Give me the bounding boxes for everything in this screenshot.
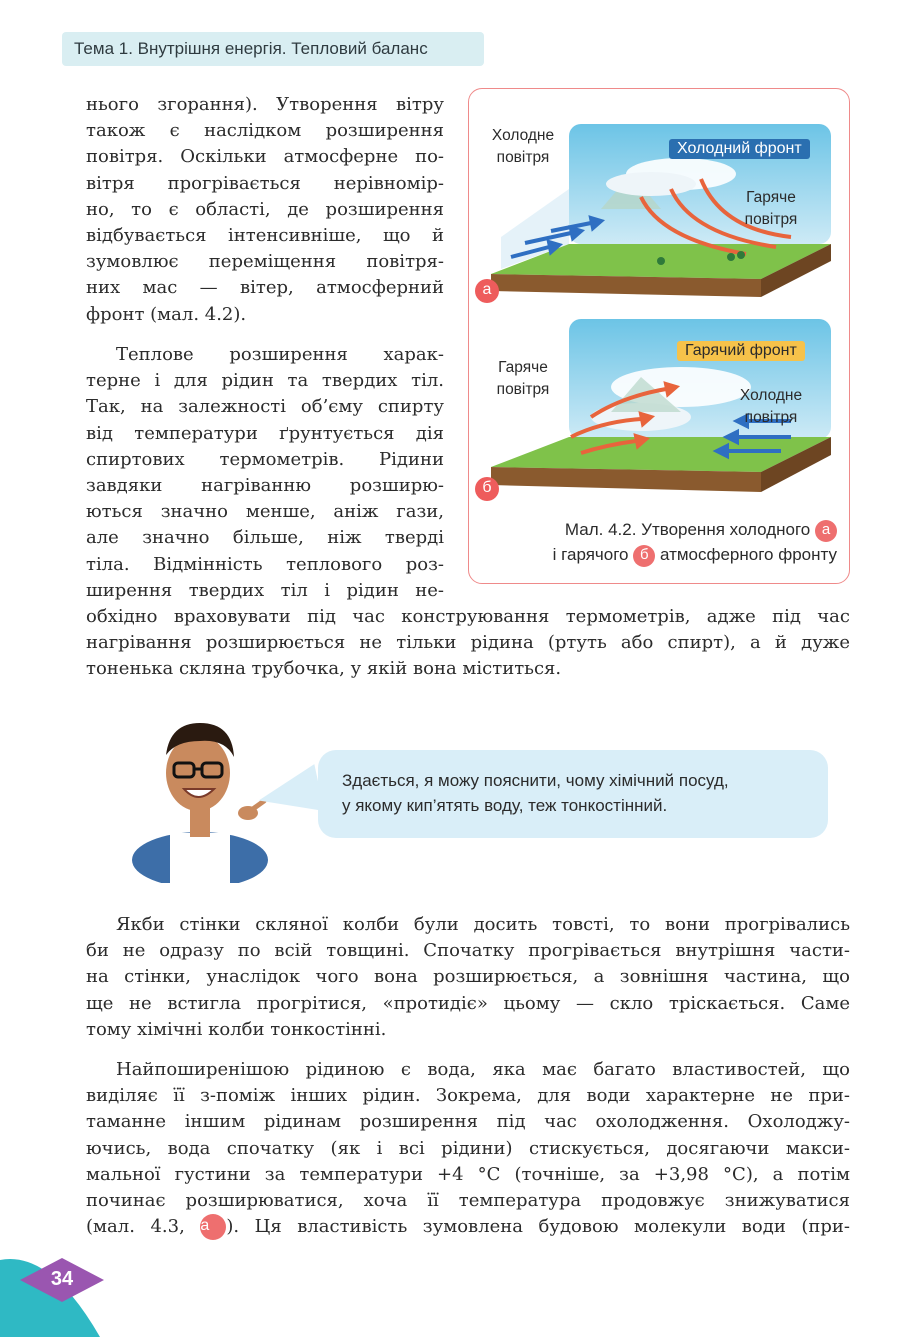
panel-b-badge: б [475, 477, 499, 501]
speech-line: у якому кип’ятять воду, теж тонкостінний. [342, 796, 668, 815]
text-line: мальної густини за температури +4 °С (точніше, за +3,98 °С), а потім [86, 1163, 850, 1185]
text-line: нього згорання). Утворення вітру [86, 94, 444, 115]
text-line: але значно більше, ніж тверді [86, 527, 444, 549]
panel-a-right-label [731, 187, 811, 231]
text-line: них мас — вітер, атмосферний [86, 277, 444, 299]
text-line: Найпоширенішою рідиною є вода, яка має багато властивостей, що [116, 1059, 850, 1080]
text-line: но, то є області, де розширення [86, 198, 444, 220]
label-line: повітря [496, 381, 550, 398]
label-line: Гаряче [746, 189, 796, 206]
text-line: ще не встигла прогрітися, «протидіє» цьому — скло тріскається. Саме [86, 992, 850, 1014]
paragraph-thermometers [86, 604, 850, 683]
label-line: Гаряче [498, 359, 548, 376]
panel-b-right-label [731, 385, 811, 429]
text-line: нагрівання розширюється не тільки рідина (ртуть або спирт), а й дуже [86, 632, 850, 654]
text-line: також є наслідком розширення [86, 120, 444, 142]
paragraph-glass-flask [86, 912, 850, 1043]
text-line: ються значно менше, аніж гази, [86, 501, 444, 523]
cold-front-label: Холодний фронт [669, 139, 810, 159]
text-fragment: (мал. 4.3, [86, 1216, 185, 1238]
text-line: Так, на залежності об’єму спирту [86, 396, 444, 418]
text-line: спиртових термометрів. Рідини [86, 448, 444, 470]
speech-line: Здається, я можу пояснити, чому хімічний посуд, [342, 771, 729, 790]
text-line: вітря прогрівається нерівномір- [86, 172, 444, 194]
text-line: обхідно враховувати під час конструювання термометрів, адже під час [86, 606, 850, 627]
text-line: терне і для рідин та твердих тіл. [86, 370, 444, 392]
paragraph-thermal-expansion [86, 342, 444, 604]
text-line: тоненька скляна трубочка, у якій вона міститься. [86, 658, 562, 680]
text-line: повітря. Оскільки атмосферне по- [86, 146, 444, 168]
label-line: Холодне [491, 127, 555, 144]
caption-text: Мал. 4.2. Утворення холодного [564, 520, 811, 539]
label-line: повітря [744, 211, 798, 228]
label-line: повітря [496, 149, 550, 166]
label-line: повітря [744, 409, 798, 426]
text-line: виділяє її з-поміж інших рідин. Зокрема, для води характерне не при- [86, 1085, 850, 1107]
caption-line-2 [487, 542, 837, 567]
text-line: відбувається інтенсивніше, що й [86, 224, 444, 246]
text-line [86, 1214, 850, 1244]
caption-badge-a: а [815, 520, 837, 542]
caption-text: і гарячого [552, 545, 629, 564]
label-line: Холодне [739, 387, 803, 404]
paragraph-wind [86, 92, 444, 328]
figure-atmospheric-fronts [468, 88, 850, 584]
text-line: починає розширюватися, хоча її температура продовжує знижуватися [86, 1189, 850, 1211]
text-line: фронт (мал. 4.2). [86, 303, 247, 325]
speech-bubble [318, 750, 828, 838]
text-fragment: ). Ця властивість зумовлена будовою молекули води (при- [226, 1216, 850, 1238]
warm-front-label: Гарячий фронт [677, 341, 805, 361]
panel-a-left-label [483, 125, 563, 169]
paragraph-water [86, 1057, 850, 1244]
text-line: ширення твердих тіл і рідин не- [86, 579, 444, 601]
text-line: Теплове розширення харак- [116, 344, 444, 365]
topic-header: Тема 1. Внутрішня енергія. Тепловий баланс [62, 32, 484, 66]
text-line: завдяки нагріванню розширю- [86, 474, 444, 496]
caption-badge-b: б [633, 545, 655, 567]
text-line: таманне іншим рідинам розширення під час охолодження. Охолоджу- [86, 1111, 850, 1133]
caption-text: атмосферного фронту [659, 545, 837, 564]
text-line: Якби стінки скляної колби були досить товсті, то вони прогрівались [116, 914, 850, 935]
caption-line-1 [487, 517, 837, 542]
page-number: 34 [50, 1268, 74, 1290]
text-line: ючись, вода спочатку (як і всі рідини) стискується, досягаючи макси- [86, 1137, 850, 1159]
figure-caption [487, 517, 837, 567]
text-line: зумовлює переміщення повітря- [86, 251, 444, 273]
panel-a-badge: а [475, 279, 499, 303]
figure-ref-badge: а [200, 1214, 226, 1240]
text-line: на стінки, унаслідок чого вона розширюється, а зовнішня частина, що [86, 966, 850, 988]
text-line: від температури ґрунтується дія [86, 422, 444, 444]
text-line: тіла. Відмінність теплового роз- [86, 553, 444, 575]
student-avatar [130, 715, 270, 883]
panel-b-left-label [483, 357, 563, 401]
text-line: тому хімічні колби тонкостінні. [86, 1018, 387, 1040]
text-line: би не одразу по всій товщині. Спочатку прогрівається внутрішня части- [86, 940, 850, 962]
